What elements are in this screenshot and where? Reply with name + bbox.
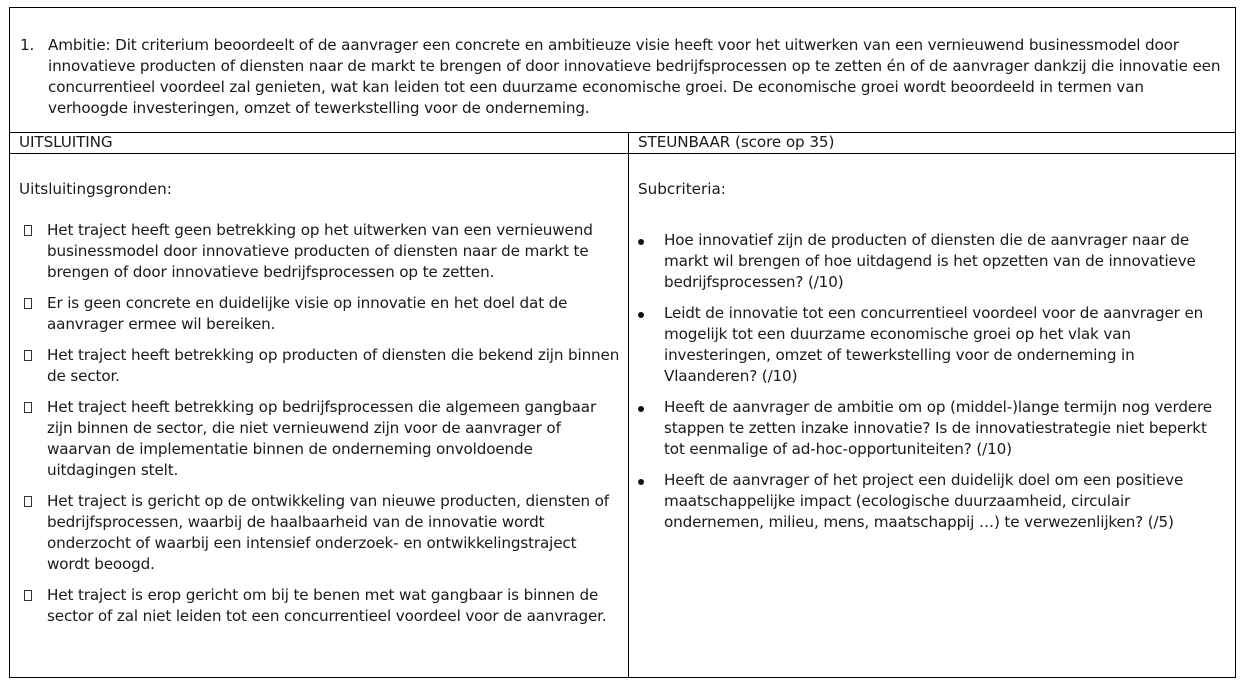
subcriterion-text: Heeft de aanvrager of het project een duidelijk doel om een positieve maatschappelijke impact (ecologische duurzaamheid, circulair ondernemen, milieu, mens, maatschappij …) te verwezenlijken? (/5) xyxy=(664,471,1184,531)
exclusion-item xyxy=(10,220,620,283)
exclusion-item xyxy=(10,491,620,575)
empty-box-icon xyxy=(10,491,47,575)
exclusion-item-text: Het traject heeft geen betrekking op het uitwerken van een vernieuwend businessmodel door innovatieve producten of diensten naar de markt te brengen of door innovatieve bedrijfsprocessen op te zetten. xyxy=(47,221,593,281)
criterion-number: 1. xyxy=(20,36,35,54)
supportable-column xyxy=(629,133,1235,677)
criterion-description xyxy=(20,35,1227,119)
exclusion-subtitle: Uitsluitingsgronden: xyxy=(19,180,172,198)
bullet-dot-icon xyxy=(629,397,664,460)
criteria-table xyxy=(9,7,1236,678)
subcriterion-text: Leidt de innovatie tot een concurrentieel voordeel voor de aanvrager en mogelijk tot een duurzame economische groei op het vlak van investeringen, omzet of tewerkstelling voor de onderneming in Vlaanderen? (/10) xyxy=(664,304,1204,385)
empty-box-icon xyxy=(10,345,47,387)
exclusion-item xyxy=(10,345,620,387)
subcriterion-item xyxy=(629,397,1227,460)
exclusion-column xyxy=(10,133,629,677)
criterion-text: Ambitie: Dit criterium beoordeelt of de aanvrager een concrete en ambitieuze visie heeft voor het uitwerken van een vernieuwend businessmodel door innovatieve producten of diensten naar de markt te brengen of door innovatieve bedrijfsprocessen op te zetten én of de aanvrager dankzij die innovatie een concurrentieel voordeel zal genieten, wat kan leiden tot een duurzame economische groei. De economische groei wordt beoordeeld in termen van verhoogde investeringen, omzet of tewerkstelling voor de onderneming. xyxy=(48,36,1221,117)
exclusion-item xyxy=(10,397,620,481)
subcriteria-list xyxy=(629,230,1227,543)
bullet-dot-icon xyxy=(629,303,664,387)
empty-box-icon xyxy=(10,220,47,283)
exclusion-item-text: Het traject heeft betrekking op producten of diensten die bekend zijn binnen de sector. xyxy=(47,346,620,385)
bullet-dot-icon xyxy=(629,470,664,533)
bullet-dot-icon xyxy=(629,230,664,293)
empty-box-icon xyxy=(10,397,47,481)
exclusion-item xyxy=(10,585,620,627)
exclusion-list xyxy=(10,220,620,637)
exclusion-header: UITSLUITING xyxy=(10,133,628,154)
exclusion-item-text: Het traject is erop gericht om bij te benen met wat gangbaar is binnen de sector of zal niet leiden tot een concurrentieel voordeel voor de aanvrager. xyxy=(47,586,607,625)
empty-box-icon xyxy=(10,585,47,627)
subcriterion-text: Hoe innovatief zijn de producten of diensten die de aanvrager naar de markt wil brengen of hoe uitdagend is het opzetten van de innovatieve bedrijfsprocessen? (/10) xyxy=(664,231,1196,291)
exclusion-item-text: Er is geen concrete en duidelijke visie op innovatie en het doel dat de aanvrager ermee wil bereiken. xyxy=(47,294,568,333)
exclusion-item-text: Het traject is gericht op de ontwikkeling van nieuwe producten, diensten of bedrijfsprocessen, waarbij de haalbaarheid van de innovatie wordt onderzocht of waarbij een intensief onderzoek- en ontwikkelingstraject wordt beoogd. xyxy=(47,492,610,573)
exclusion-item-text: Het traject heeft betrekking op bedrijfsprocessen die algemeen gangbaar zijn binnen de sector, die niet vernieuwend zijn voor de aanvrager of waarvan de implementatie binnen de onderneming onvoldoende uitdagingen stelt. xyxy=(47,398,597,479)
criterion-description-cell xyxy=(10,8,1235,133)
subcriterion-item xyxy=(629,303,1227,387)
empty-box-icon xyxy=(10,293,47,335)
exclusion-item xyxy=(10,293,620,335)
supportable-header: STEUNBAAR (score op 35) xyxy=(629,133,1235,154)
subcriterion-item xyxy=(629,230,1227,293)
supportable-subtitle: Subcriteria: xyxy=(638,180,726,198)
subcriterion-text: Heeft de aanvrager de ambitie om op (middel-)lange termijn nog verdere stappen te zetten inzake innovatie? Is de innovatiestrategie niet beperkt tot eenmalige of ad-hoc-opportuniteiten? (/10) xyxy=(664,398,1212,458)
subcriterion-item xyxy=(629,470,1227,533)
